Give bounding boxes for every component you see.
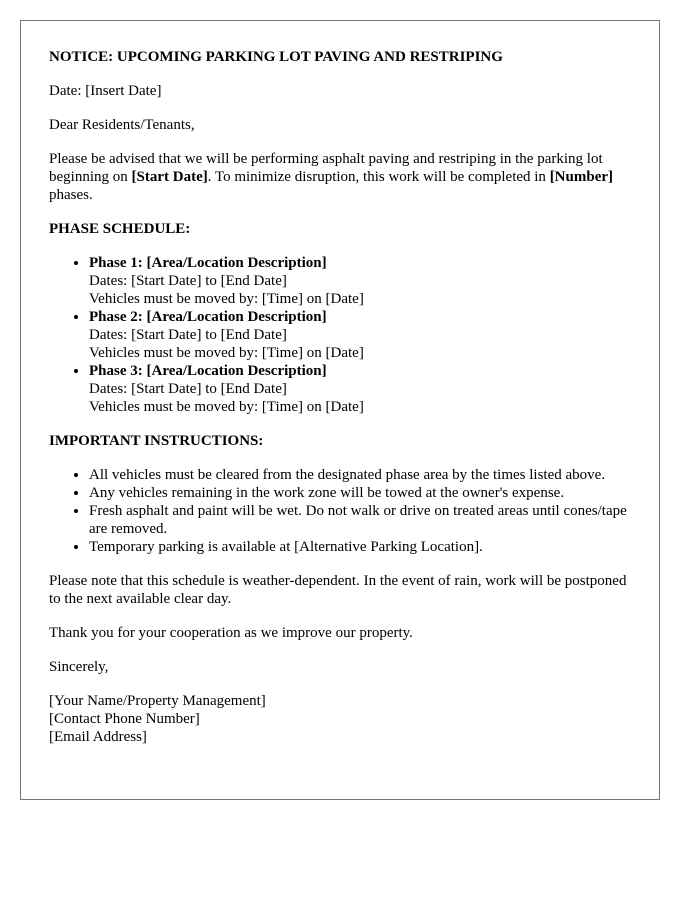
- signature-phone: [Contact Phone Number]: [49, 711, 200, 727]
- closing-line: Sincerely,: [49, 659, 109, 675]
- phase-item-1: [89, 254, 631, 308]
- signature-name: [Your Name/Property Management]: [49, 693, 266, 709]
- notice-title: NOTICE: UPCOMING PARKING LOT PAVING AND RESTRIPING: [49, 49, 503, 65]
- phase-title: • Phase 2: [Area/Location Description]: [89, 309, 327, 325]
- intro-paragraph: [49, 150, 631, 204]
- phase-list: [49, 254, 631, 416]
- intro-start-date: [Start Date]: [131, 169, 208, 185]
- phase-move-by: Vehicles must be moved by: [Time] on [Date]: [89, 399, 364, 415]
- phase-item-2: [89, 308, 631, 362]
- weather-note: Please note that this schedule is weather-dependent. In the event of rain, work will be postponed to the next available clear day.: [49, 573, 627, 607]
- signature-block: [49, 692, 631, 746]
- instructions-heading: IMPORTANT INSTRUCTIONS:: [49, 433, 264, 449]
- phase-move-by: Vehicles must be moved by: [Time] on [Date]: [89, 291, 364, 307]
- intro-text-2: . To minimize disruption, this work will be completed in: [207, 169, 550, 185]
- intro-text-3: phases.: [49, 187, 93, 203]
- instructions-list: [49, 466, 631, 556]
- phase-title: • Phase 1: [Area/Location Description]: [89, 255, 327, 271]
- phase-item-3: [89, 362, 631, 416]
- phase-dates: Dates: [Start Date] to [End Date]: [89, 381, 287, 397]
- thanks-line: Thank you for your cooperation as we improve our property.: [49, 625, 413, 641]
- intro-number: [Number]: [549, 169, 614, 185]
- date-line: Date: [Insert Date]: [49, 83, 162, 99]
- salutation: Dear Residents/Tenants,: [49, 117, 195, 133]
- instruction-item: • Any vehicles remaining in the work zone will be towed at the owner's expense.: [89, 484, 631, 502]
- phase-move-by: Vehicles must be moved by: [Time] on [Date]: [89, 345, 364, 361]
- phase-dates: Dates: [Start Date] to [End Date]: [89, 327, 287, 343]
- instruction-item: • Temporary parking is available at [Alternative Parking Location].: [89, 538, 631, 556]
- notice-letter: [20, 20, 660, 800]
- instruction-item: • Fresh asphalt and paint will be wet. Do not walk or drive on treated areas until cones/tape are removed.: [89, 502, 631, 538]
- instruction-item: • All vehicles must be cleared from the designated phase area by the times listed above.: [89, 466, 631, 484]
- signature-email: [Email Address]: [49, 729, 147, 745]
- phase-schedule-heading: PHASE SCHEDULE:: [49, 221, 191, 237]
- intro-text-1: Please be advised that we will be performing asphalt paving and restriping in the parking lot beginning on: [49, 151, 603, 185]
- phase-dates: Dates: [Start Date] to [End Date]: [89, 273, 287, 289]
- phase-title: • Phase 3: [Area/Location Description]: [89, 363, 327, 379]
